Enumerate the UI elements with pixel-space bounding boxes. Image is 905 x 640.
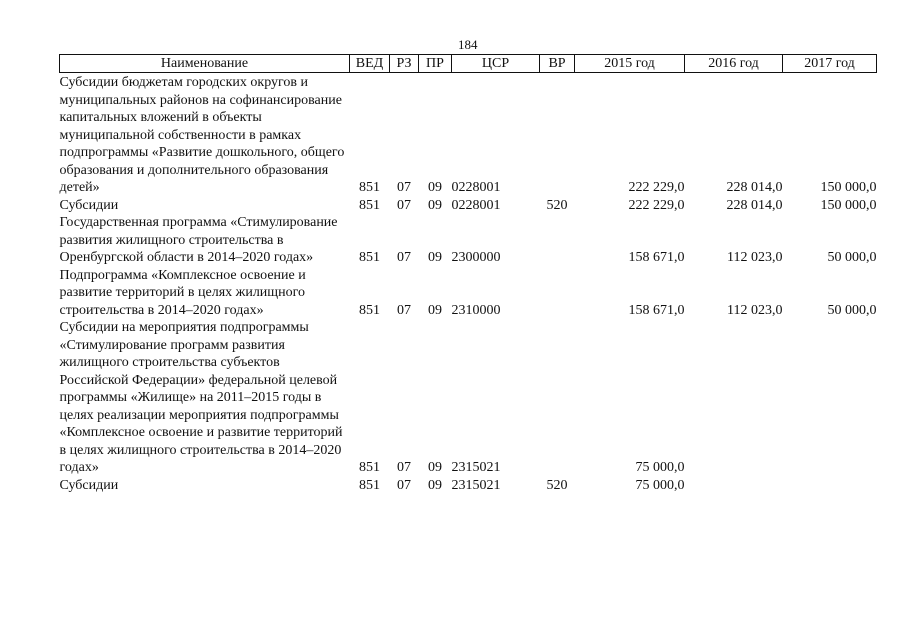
row-ved: 851 bbox=[359, 302, 380, 318]
header-vr: ВР bbox=[540, 55, 575, 73]
row-ved: 851 bbox=[359, 197, 380, 213]
table-row bbox=[60, 197, 877, 215]
row-amount-2017 bbox=[783, 477, 877, 495]
row-csr: 0228001 bbox=[451, 180, 501, 195]
row-amount-2017 bbox=[783, 319, 877, 477]
header-2016: 2016 год bbox=[685, 55, 783, 73]
row-pr: 09 bbox=[428, 197, 442, 213]
row-name: Государственная программа «Стимулирование развития жилищного строительства в Оренбургской области в 2014–2020 годах» bbox=[59, 215, 338, 265]
row-pr: 09 bbox=[428, 180, 442, 195]
table-row bbox=[60, 267, 877, 320]
row-amount-2015: 222 229,0 bbox=[628, 197, 685, 213]
row-csr: 2315021 bbox=[451, 477, 501, 493]
row-amount-2016: 112 023,0 bbox=[727, 250, 783, 265]
row-amount-2016: 112 023,0 bbox=[727, 302, 783, 318]
row-ved: 851 bbox=[359, 180, 380, 195]
header-2017: 2017 год bbox=[783, 55, 877, 73]
row-amount-2017: 50 000,0 bbox=[827, 302, 877, 318]
header-rz: РЗ bbox=[390, 55, 419, 73]
row-rz: 07 bbox=[397, 197, 411, 213]
row-csr: 2310000 bbox=[451, 302, 501, 318]
row-ved: 851 bbox=[359, 477, 380, 493]
page-number: 184 bbox=[458, 37, 478, 52]
row-vr bbox=[540, 267, 575, 320]
row-vr: 520 bbox=[546, 477, 568, 493]
row-amount-2016: 228 014,0 bbox=[726, 197, 783, 213]
row-vr: 520 bbox=[546, 197, 568, 213]
row-csr: 2315021 bbox=[451, 460, 501, 475]
row-name: Субсидии на мероприятия подпрограммы «Стимулирование программ развития жилищного строительства субъектов Российской Федерации» федеральной целевой программы «Жилище» на 2011–2015 годы в целях реализации мероприятия подпрограммы «Комплексное освоение и развитие территорий в целях жилищного строительства в 2014–2020 годах» bbox=[59, 320, 343, 475]
row-pr: 09 bbox=[428, 460, 442, 475]
header-2015: 2015 год bbox=[575, 55, 685, 73]
row-pr: 09 bbox=[428, 250, 442, 265]
row-rz: 07 bbox=[397, 180, 411, 195]
row-pr: 09 bbox=[428, 302, 442, 318]
row-amount-2016: 228 014,0 bbox=[726, 180, 783, 195]
row-amount-2015: 158 671,0 bbox=[628, 302, 685, 318]
table-row bbox=[60, 477, 877, 495]
header-ved: ВЕД bbox=[350, 55, 390, 73]
header-pr: ПР bbox=[419, 55, 452, 73]
budget-table bbox=[59, 54, 877, 494]
row-rz: 07 bbox=[397, 477, 411, 493]
row-vr bbox=[540, 319, 575, 477]
row-amount-2016 bbox=[685, 477, 783, 495]
row-csr: 2300000 bbox=[451, 250, 501, 265]
row-name: Субсидии bbox=[59, 197, 119, 213]
row-amount-2015: 222 229,0 bbox=[628, 180, 685, 195]
row-amount-2015: 158 671,0 bbox=[628, 250, 685, 265]
table-row bbox=[60, 73, 877, 197]
row-vr bbox=[540, 73, 575, 197]
row-amount-2017: 150 000,0 bbox=[820, 180, 877, 195]
row-ved: 851 bbox=[359, 460, 380, 475]
row-vr bbox=[540, 214, 575, 267]
header-csr: ЦСР bbox=[452, 55, 540, 73]
row-name: Субсидии bbox=[59, 477, 119, 493]
row-pr: 09 bbox=[428, 477, 442, 493]
table-row bbox=[60, 214, 877, 267]
row-amount-2017: 50 000,0 bbox=[827, 250, 877, 265]
row-amount-2016 bbox=[685, 319, 783, 477]
row-amount-2015: 75 000,0 bbox=[635, 460, 685, 475]
row-amount-2015: 75 000,0 bbox=[635, 477, 685, 493]
row-name: Субсидии бюджетам городских округов и муниципальных районов на софинансирование капитальных вложений в объекты муниципальной собственности в рамках подпрограммы «Развитие дошкольного, общего образования и дополнительного образования детей» bbox=[59, 75, 345, 195]
row-ved: 851 bbox=[359, 250, 380, 265]
row-rz: 07 bbox=[397, 250, 411, 265]
row-amount-2017: 150 000,0 bbox=[820, 197, 877, 213]
row-csr: 0228001 bbox=[451, 197, 501, 213]
table-header-row bbox=[60, 55, 877, 73]
row-rz: 07 bbox=[397, 302, 411, 318]
row-rz: 07 bbox=[397, 460, 411, 475]
table-row bbox=[60, 319, 877, 477]
row-name: Подпрограмма «Комплексное освоение и развитие территорий в целях жилищного строительства в 2014–2020 годах» bbox=[59, 267, 306, 318]
header-name: Наименование bbox=[60, 55, 350, 73]
